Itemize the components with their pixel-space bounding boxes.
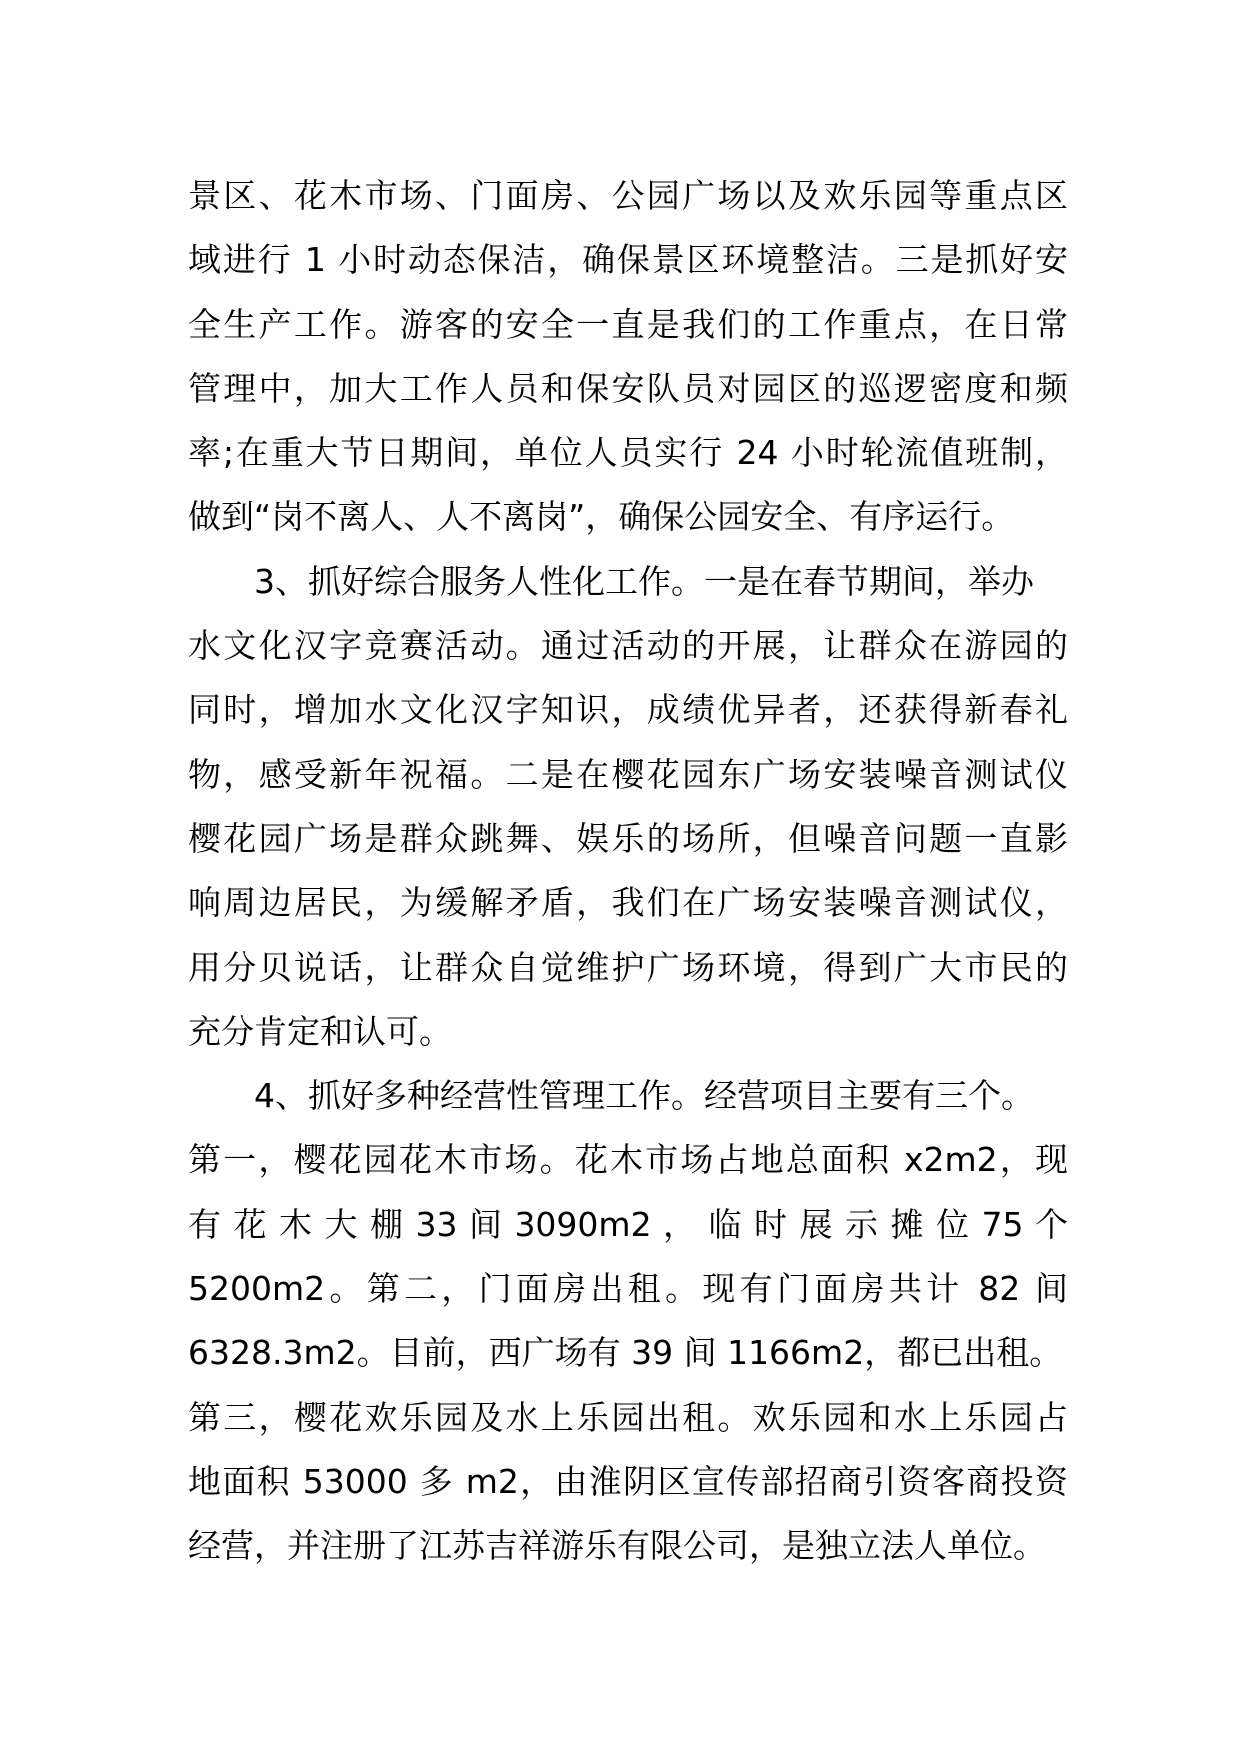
text-line: 率;在重大节日期间，单位人员实行 24 小时轮流值班制，: [188, 433, 1068, 473]
text-line: 同时，增加水文化汉字知识，成绩优异者，还获得新春礼: [188, 690, 1068, 730]
paragraph-start-line: 4、抓好多种经营性管理工作。经营项目主要有三个。: [254, 1076, 1034, 1116]
text-line: 5200m2。第二，门面房出租。现有门面房共计 82 间: [188, 1269, 1068, 1309]
text-line: 全生产工作。游客的安全一直是我们的工作重点，在日常: [188, 304, 1068, 344]
body-text: [188, 164, 1068, 1579]
paragraph-start-line: 3、抓好综合服务人性化工作。一是在春节期间，举办: [254, 561, 1034, 601]
text-line: 物，感受新年祝福。二是在樱花园东广场安装噪音测试仪: [188, 754, 1068, 794]
text-line: 第三，樱花欢乐园及水上乐园出租。欢乐园和水上乐园占: [188, 1397, 1068, 1437]
text-line: 域进行 1 小时动态保洁，确保景区环境整洁。三是抓好安: [188, 240, 1068, 280]
text-line: 充分肯定和认可。: [188, 1011, 452, 1051]
text-line: 樱花园广场是群众跳舞、娱乐的场所，但噪音问题一直影: [188, 818, 1068, 858]
text-line: 第一，樱花园花木市场。花木市场占地总面积 x2m2，现: [188, 1140, 1068, 1180]
text-line: 用分贝说话，让群众自觉维护广场环境，得到广大市民的: [188, 947, 1068, 987]
text-line: 有 花 木 大 棚 33 间 3090m2 ， 临 时 展 示 摊 位 75 个: [188, 1204, 1068, 1244]
text-line: 做到“岗不离人、人不离岗”，确保公园安全、有序运行。: [188, 497, 1015, 537]
text-line: 水文化汉字竞赛活动。通过活动的开展，让群众在游园的: [188, 626, 1068, 666]
text-line: 响周边居民，为缓解矛盾，我们在广场安装噪音测试仪，: [188, 883, 1068, 923]
text-line: 管理中，加大工作人员和保安队员对园区的巡逻密度和频: [188, 368, 1068, 408]
text-line: 6328.3m2。目前，西广场有 39 间 1166m2，都已出租。: [188, 1333, 1063, 1373]
text-line: 景区、花木市场、门面房、公园广场以及欢乐园等重点区: [188, 176, 1068, 215]
text-line: 经营，并注册了江苏吉祥游乐有限公司，是独立法人单位。: [188, 1526, 1046, 1566]
text-line: 地面积 53000 多 m2，由淮阴区宣传部招商引资客商投资: [188, 1461, 1068, 1501]
